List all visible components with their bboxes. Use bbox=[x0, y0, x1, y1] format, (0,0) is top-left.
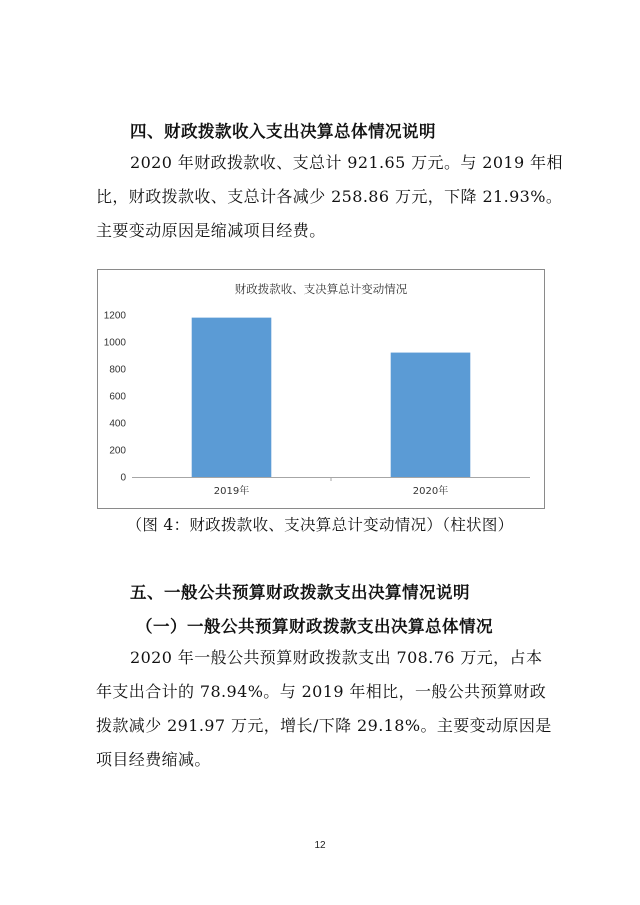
y-tick-label: 800 bbox=[109, 364, 126, 376]
paragraph-line: 年支出合计的 78.94%。与 2019 年相比，一般公共预算财政 bbox=[96, 682, 547, 701]
section-5-paragraph bbox=[96, 641, 556, 777]
figure-caption: （图 4：财政拨款收、支决算总计变动情况）（柱状图） bbox=[126, 516, 514, 534]
y-tick-label: 0 bbox=[120, 472, 126, 484]
x-axis-labels bbox=[214, 477, 448, 497]
paragraph-line: 主要变动原因是缩减项目经费。 bbox=[96, 221, 326, 240]
paragraph-line: 拨款减少 291.97 万元，增长/下降 29.18%。主要变动原因是 bbox=[96, 716, 552, 735]
chart-title: 财政拨款收、支决算总计变动情况 bbox=[234, 282, 408, 296]
bar bbox=[192, 318, 272, 477]
y-tick-label: 400 bbox=[109, 418, 126, 430]
y-tick-label: 1200 bbox=[103, 310, 126, 322]
section-5-subheading: （一）一般公共预算财政拨款支出决算总体情况 bbox=[136, 617, 493, 636]
bars-group bbox=[192, 318, 471, 477]
bar bbox=[391, 353, 471, 477]
x-tick-label: 2020年 bbox=[412, 486, 449, 497]
y-tick-label: 600 bbox=[109, 391, 126, 403]
section-4-heading: 四、财政拨款收入支出决算总体情况说明 bbox=[130, 122, 436, 141]
section-5-heading: 五、一般公共预算财政拨款支出决算情况说明 bbox=[130, 583, 470, 602]
paragraph-line: 2020 年财政拨款收、支总计 921.65 万元。与 2019 年相 bbox=[130, 153, 563, 172]
paragraph-line: 比，财政拨款收、支总计各减少 258.86 万元，下降 21.93%。 bbox=[96, 187, 563, 206]
section-4-paragraph bbox=[96, 146, 563, 248]
paragraph-line: 项目经费缩减。 bbox=[96, 750, 211, 769]
chart-canvas bbox=[98, 270, 544, 508]
y-tick-label: 1000 bbox=[103, 337, 126, 349]
page-number: 12 bbox=[314, 840, 326, 851]
y-tick-label: 200 bbox=[109, 445, 126, 457]
y-axis-ticks bbox=[104, 311, 127, 484]
bar-chart bbox=[97, 269, 545, 509]
x-tick-label: 2019年 bbox=[213, 486, 250, 497]
paragraph-line: 2020 年一般公共预算财政拨款支出 708.76 万元，占本 bbox=[130, 648, 543, 667]
